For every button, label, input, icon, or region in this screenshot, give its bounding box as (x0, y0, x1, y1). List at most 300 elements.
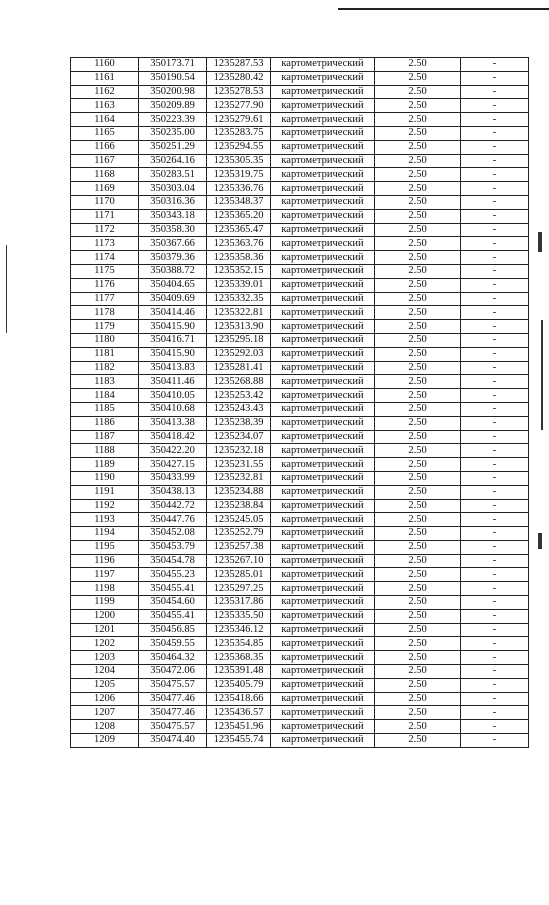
method-cell: картометрический (271, 58, 375, 72)
note-cell: - (461, 706, 529, 720)
accuracy-cell: 2.50 (375, 209, 461, 223)
accuracy-cell: 2.50 (375, 720, 461, 734)
accuracy-cell: 2.50 (375, 623, 461, 637)
method-cell: картометрический (271, 471, 375, 485)
note-cell: - (461, 182, 529, 196)
method-cell: картометрический (271, 347, 375, 361)
method-cell: картометрический (271, 292, 375, 306)
note-cell: - (461, 430, 529, 444)
y-coordinate-cell: 1235232.18 (207, 444, 271, 458)
accuracy-cell: 2.50 (375, 637, 461, 651)
y-coordinate-cell: 1235297.25 (207, 582, 271, 596)
accuracy-cell: 2.50 (375, 568, 461, 582)
accuracy-cell: 2.50 (375, 168, 461, 182)
accuracy-cell: 2.50 (375, 333, 461, 347)
note-cell: - (461, 458, 529, 472)
scan-mark-right-3 (538, 533, 542, 549)
note-cell: - (461, 527, 529, 541)
y-coordinate-cell: 1235245.05 (207, 513, 271, 527)
note-cell: - (461, 168, 529, 182)
table-row (71, 568, 529, 582)
point-number-cell: 1187 (71, 430, 139, 444)
note-cell: - (461, 333, 529, 347)
accuracy-cell: 2.50 (375, 692, 461, 706)
table-row (71, 678, 529, 692)
method-cell: картометрический (271, 209, 375, 223)
note-cell: - (461, 734, 529, 748)
x-coordinate-cell: 350410.68 (139, 402, 207, 416)
table-row (71, 596, 529, 610)
scan-mark-left (6, 245, 7, 333)
x-coordinate-cell: 350464.32 (139, 651, 207, 665)
accuracy-cell: 2.50 (375, 195, 461, 209)
table-row (71, 485, 529, 499)
x-coordinate-cell: 350235.00 (139, 126, 207, 140)
table-row (71, 58, 529, 72)
y-coordinate-cell: 1235346.12 (207, 623, 271, 637)
x-coordinate-cell: 350455.41 (139, 609, 207, 623)
accuracy-cell: 2.50 (375, 734, 461, 748)
point-number-cell: 1186 (71, 416, 139, 430)
y-coordinate-cell: 1235253.42 (207, 389, 271, 403)
method-cell: картометрический (271, 154, 375, 168)
note-cell: - (461, 209, 529, 223)
point-number-cell: 1177 (71, 292, 139, 306)
accuracy-cell: 2.50 (375, 140, 461, 154)
table-row (71, 154, 529, 168)
method-cell: картометрический (271, 361, 375, 375)
table-row (71, 320, 529, 334)
table-row (71, 582, 529, 596)
y-coordinate-cell: 1235365.20 (207, 209, 271, 223)
x-coordinate-cell: 350447.76 (139, 513, 207, 527)
y-coordinate-cell: 1235234.88 (207, 485, 271, 499)
point-number-cell: 1172 (71, 223, 139, 237)
accuracy-cell: 2.50 (375, 251, 461, 265)
accuracy-cell: 2.50 (375, 361, 461, 375)
point-number-cell: 1170 (71, 195, 139, 209)
y-coordinate-cell: 1235252.79 (207, 527, 271, 541)
accuracy-cell: 2.50 (375, 347, 461, 361)
accuracy-cell: 2.50 (375, 458, 461, 472)
x-coordinate-cell: 350411.46 (139, 375, 207, 389)
point-number-cell: 1182 (71, 361, 139, 375)
method-cell: картометрический (271, 499, 375, 513)
x-coordinate-cell: 350455.41 (139, 582, 207, 596)
method-cell: картометрический (271, 637, 375, 651)
note-cell: - (461, 347, 529, 361)
point-number-cell: 1199 (71, 596, 139, 610)
y-coordinate-cell: 1235365.47 (207, 223, 271, 237)
table-row (71, 499, 529, 513)
x-coordinate-cell: 350475.57 (139, 720, 207, 734)
method-cell: картометрический (271, 223, 375, 237)
table-row (71, 182, 529, 196)
table-row (71, 402, 529, 416)
x-coordinate-cell: 350409.69 (139, 292, 207, 306)
point-number-cell: 1201 (71, 623, 139, 637)
note-cell: - (461, 623, 529, 637)
method-cell: картометрический (271, 554, 375, 568)
table-row (71, 637, 529, 651)
y-coordinate-cell: 1235455.74 (207, 734, 271, 748)
note-cell: - (461, 237, 529, 251)
table-row (71, 430, 529, 444)
x-coordinate-cell: 350410.05 (139, 389, 207, 403)
point-number-cell: 1189 (71, 458, 139, 472)
note-cell: - (461, 720, 529, 734)
method-cell: картометрический (271, 182, 375, 196)
accuracy-cell: 2.50 (375, 264, 461, 278)
y-coordinate-cell: 1235243.43 (207, 402, 271, 416)
point-number-cell: 1180 (71, 333, 139, 347)
table-row (71, 209, 529, 223)
point-number-cell: 1192 (71, 499, 139, 513)
coordinates-table-body (71, 58, 529, 748)
y-coordinate-cell: 1235451.96 (207, 720, 271, 734)
note-cell: - (461, 306, 529, 320)
y-coordinate-cell: 1235322.81 (207, 306, 271, 320)
point-number-cell: 1185 (71, 402, 139, 416)
note-cell: - (461, 554, 529, 568)
table-row (71, 623, 529, 637)
method-cell: картометрический (271, 113, 375, 127)
table-row (71, 389, 529, 403)
table-row (71, 458, 529, 472)
table-row (71, 195, 529, 209)
scan-mark-right-1 (538, 232, 542, 252)
point-number-cell: 1184 (71, 389, 139, 403)
x-coordinate-cell: 350416.71 (139, 333, 207, 347)
note-cell: - (461, 320, 529, 334)
method-cell: картометрический (271, 609, 375, 623)
method-cell: картометрический (271, 596, 375, 610)
y-coordinate-cell: 1235232.81 (207, 471, 271, 485)
table-row (71, 278, 529, 292)
note-cell: - (461, 223, 529, 237)
x-coordinate-cell: 350452.08 (139, 527, 207, 541)
y-coordinate-cell: 1235418.66 (207, 692, 271, 706)
x-coordinate-cell: 350367.66 (139, 237, 207, 251)
x-coordinate-cell: 350173.71 (139, 58, 207, 72)
note-cell: - (461, 609, 529, 623)
y-coordinate-cell: 1235332.35 (207, 292, 271, 306)
x-coordinate-cell: 350459.55 (139, 637, 207, 651)
accuracy-cell: 2.50 (375, 499, 461, 513)
table-row (71, 223, 529, 237)
accuracy-cell: 2.50 (375, 430, 461, 444)
method-cell: картометрический (271, 85, 375, 99)
x-coordinate-cell: 350477.46 (139, 692, 207, 706)
note-cell: - (461, 568, 529, 582)
method-cell: картометрический (271, 734, 375, 748)
accuracy-cell: 2.50 (375, 292, 461, 306)
note-cell: - (461, 499, 529, 513)
point-number-cell: 1176 (71, 278, 139, 292)
note-cell: - (461, 637, 529, 651)
table-row (71, 333, 529, 347)
y-coordinate-cell: 1235285.01 (207, 568, 271, 582)
table-row (71, 706, 529, 720)
y-coordinate-cell: 1235354.85 (207, 637, 271, 651)
method-cell: картометрический (271, 540, 375, 554)
x-coordinate-cell: 350433.99 (139, 471, 207, 485)
point-number-cell: 1169 (71, 182, 139, 196)
y-coordinate-cell: 1235277.90 (207, 99, 271, 113)
method-cell: картометрический (271, 168, 375, 182)
point-number-cell: 1171 (71, 209, 139, 223)
x-coordinate-cell: 350413.38 (139, 416, 207, 430)
point-number-cell: 1160 (71, 58, 139, 72)
note-cell: - (461, 665, 529, 679)
table-row (71, 237, 529, 251)
method-cell: картометрический (271, 678, 375, 692)
table-row (71, 665, 529, 679)
note-cell: - (461, 58, 529, 72)
point-number-cell: 1191 (71, 485, 139, 499)
accuracy-cell: 2.50 (375, 444, 461, 458)
x-coordinate-cell: 350454.78 (139, 554, 207, 568)
point-number-cell: 1190 (71, 471, 139, 485)
point-number-cell: 1188 (71, 444, 139, 458)
method-cell: картометрический (271, 320, 375, 334)
accuracy-cell: 2.50 (375, 113, 461, 127)
x-coordinate-cell: 350456.85 (139, 623, 207, 637)
y-coordinate-cell: 1235231.55 (207, 458, 271, 472)
method-cell: картометрический (271, 692, 375, 706)
table-row (71, 168, 529, 182)
accuracy-cell: 2.50 (375, 85, 461, 99)
x-coordinate-cell: 350379.36 (139, 251, 207, 265)
point-number-cell: 1193 (71, 513, 139, 527)
note-cell: - (461, 485, 529, 499)
y-coordinate-cell: 1235336.76 (207, 182, 271, 196)
accuracy-cell: 2.50 (375, 471, 461, 485)
method-cell: картометрический (271, 389, 375, 403)
method-cell: картометрический (271, 623, 375, 637)
method-cell: картометрический (271, 99, 375, 113)
point-number-cell: 1167 (71, 154, 139, 168)
y-coordinate-cell: 1235358.36 (207, 251, 271, 265)
accuracy-cell: 2.50 (375, 651, 461, 665)
point-number-cell: 1208 (71, 720, 139, 734)
table-row (71, 554, 529, 568)
y-coordinate-cell: 1235305.35 (207, 154, 271, 168)
y-coordinate-cell: 1235348.37 (207, 195, 271, 209)
accuracy-cell: 2.50 (375, 402, 461, 416)
table-row (71, 126, 529, 140)
y-coordinate-cell: 1235283.75 (207, 126, 271, 140)
accuracy-cell: 2.50 (375, 513, 461, 527)
y-coordinate-cell: 1235268.88 (207, 375, 271, 389)
point-number-cell: 1195 (71, 540, 139, 554)
accuracy-cell: 2.50 (375, 706, 461, 720)
y-coordinate-cell: 1235238.84 (207, 499, 271, 513)
x-coordinate-cell: 350223.39 (139, 113, 207, 127)
accuracy-cell: 2.50 (375, 540, 461, 554)
point-number-cell: 1194 (71, 527, 139, 541)
table-row (71, 264, 529, 278)
note-cell: - (461, 99, 529, 113)
x-coordinate-cell: 350418.42 (139, 430, 207, 444)
table-row (71, 734, 529, 748)
table-row (71, 651, 529, 665)
point-number-cell: 1183 (71, 375, 139, 389)
accuracy-cell: 2.50 (375, 71, 461, 85)
accuracy-cell: 2.50 (375, 320, 461, 334)
y-coordinate-cell: 1235317.86 (207, 596, 271, 610)
note-cell: - (461, 540, 529, 554)
y-coordinate-cell: 1235368.35 (207, 651, 271, 665)
y-coordinate-cell: 1235313.90 (207, 320, 271, 334)
note-cell: - (461, 651, 529, 665)
x-coordinate-cell: 350264.16 (139, 154, 207, 168)
method-cell: картометрический (271, 140, 375, 154)
x-coordinate-cell: 350414.46 (139, 306, 207, 320)
x-coordinate-cell: 350303.04 (139, 182, 207, 196)
method-cell: картометрический (271, 195, 375, 209)
accuracy-cell: 2.50 (375, 485, 461, 499)
accuracy-cell: 2.50 (375, 678, 461, 692)
note-cell: - (461, 278, 529, 292)
accuracy-cell: 2.50 (375, 375, 461, 389)
method-cell: картометрический (271, 306, 375, 320)
table-row (71, 416, 529, 430)
x-coordinate-cell: 350251.29 (139, 140, 207, 154)
method-cell: картометрический (271, 706, 375, 720)
note-cell: - (461, 251, 529, 265)
point-number-cell: 1200 (71, 609, 139, 623)
method-cell: картометрический (271, 375, 375, 389)
x-coordinate-cell: 350475.57 (139, 678, 207, 692)
point-number-cell: 1165 (71, 126, 139, 140)
point-number-cell: 1162 (71, 85, 139, 99)
accuracy-cell: 2.50 (375, 582, 461, 596)
note-cell: - (461, 154, 529, 168)
x-coordinate-cell: 350453.79 (139, 540, 207, 554)
point-number-cell: 1205 (71, 678, 139, 692)
table-row (71, 609, 529, 623)
method-cell: картометрический (271, 333, 375, 347)
note-cell: - (461, 582, 529, 596)
note-cell: - (461, 264, 529, 278)
x-coordinate-cell: 350415.90 (139, 320, 207, 334)
table-row (71, 361, 529, 375)
note-cell: - (461, 140, 529, 154)
table-row (71, 444, 529, 458)
table-row (71, 471, 529, 485)
x-coordinate-cell: 350209.89 (139, 99, 207, 113)
x-coordinate-cell: 350455.23 (139, 568, 207, 582)
x-coordinate-cell: 350404.65 (139, 278, 207, 292)
table-row (71, 99, 529, 113)
x-coordinate-cell: 350358.30 (139, 223, 207, 237)
method-cell: картометрический (271, 71, 375, 85)
table-row (71, 347, 529, 361)
point-number-cell: 1204 (71, 665, 139, 679)
table-row (71, 720, 529, 734)
method-cell: картометрический (271, 513, 375, 527)
accuracy-cell: 2.50 (375, 237, 461, 251)
note-cell: - (461, 85, 529, 99)
x-coordinate-cell: 350343.18 (139, 209, 207, 223)
x-coordinate-cell: 350200.98 (139, 85, 207, 99)
note-cell: - (461, 375, 529, 389)
top-rule (338, 8, 549, 10)
method-cell: картометрический (271, 264, 375, 278)
method-cell: картометрический (271, 458, 375, 472)
point-number-cell: 1202 (71, 637, 139, 651)
point-number-cell: 1207 (71, 706, 139, 720)
point-number-cell: 1164 (71, 113, 139, 127)
accuracy-cell: 2.50 (375, 554, 461, 568)
point-number-cell: 1179 (71, 320, 139, 334)
point-number-cell: 1181 (71, 347, 139, 361)
accuracy-cell: 2.50 (375, 527, 461, 541)
y-coordinate-cell: 1235319.75 (207, 168, 271, 182)
y-coordinate-cell: 1235295.18 (207, 333, 271, 347)
point-number-cell: 1178 (71, 306, 139, 320)
method-cell: картометрический (271, 665, 375, 679)
method-cell: картометрический (271, 278, 375, 292)
y-coordinate-cell: 1235281.41 (207, 361, 271, 375)
point-number-cell: 1197 (71, 568, 139, 582)
y-coordinate-cell: 1235257.38 (207, 540, 271, 554)
table-row (71, 251, 529, 265)
x-coordinate-cell: 350190.54 (139, 71, 207, 85)
y-coordinate-cell: 1235280.42 (207, 71, 271, 85)
note-cell: - (461, 113, 529, 127)
point-number-cell: 1168 (71, 168, 139, 182)
method-cell: картометрический (271, 485, 375, 499)
x-coordinate-cell: 350474.40 (139, 734, 207, 748)
y-coordinate-cell: 1235238.39 (207, 416, 271, 430)
table-row (71, 306, 529, 320)
point-number-cell: 1203 (71, 651, 139, 665)
x-coordinate-cell: 350472.06 (139, 665, 207, 679)
x-coordinate-cell: 350427.15 (139, 458, 207, 472)
method-cell: картометрический (271, 720, 375, 734)
note-cell: - (461, 195, 529, 209)
point-number-cell: 1209 (71, 734, 139, 748)
x-coordinate-cell: 350413.83 (139, 361, 207, 375)
y-coordinate-cell: 1235234.07 (207, 430, 271, 444)
y-coordinate-cell: 1235391.48 (207, 665, 271, 679)
note-cell: - (461, 416, 529, 430)
y-coordinate-cell: 1235279.61 (207, 113, 271, 127)
method-cell: картометрический (271, 527, 375, 541)
note-cell: - (461, 471, 529, 485)
method-cell: картометрический (271, 582, 375, 596)
method-cell: картометрический (271, 126, 375, 140)
note-cell: - (461, 71, 529, 85)
x-coordinate-cell: 350438.13 (139, 485, 207, 499)
scan-mark-right-2 (541, 320, 543, 430)
accuracy-cell: 2.50 (375, 182, 461, 196)
note-cell: - (461, 361, 529, 375)
y-coordinate-cell: 1235278.53 (207, 85, 271, 99)
accuracy-cell: 2.50 (375, 223, 461, 237)
point-number-cell: 1173 (71, 237, 139, 251)
note-cell: - (461, 444, 529, 458)
y-coordinate-cell: 1235363.76 (207, 237, 271, 251)
accuracy-cell: 2.50 (375, 58, 461, 72)
note-cell: - (461, 389, 529, 403)
table-row (71, 692, 529, 706)
table-row (71, 540, 529, 554)
table-row (71, 527, 529, 541)
method-cell: картометрический (271, 444, 375, 458)
